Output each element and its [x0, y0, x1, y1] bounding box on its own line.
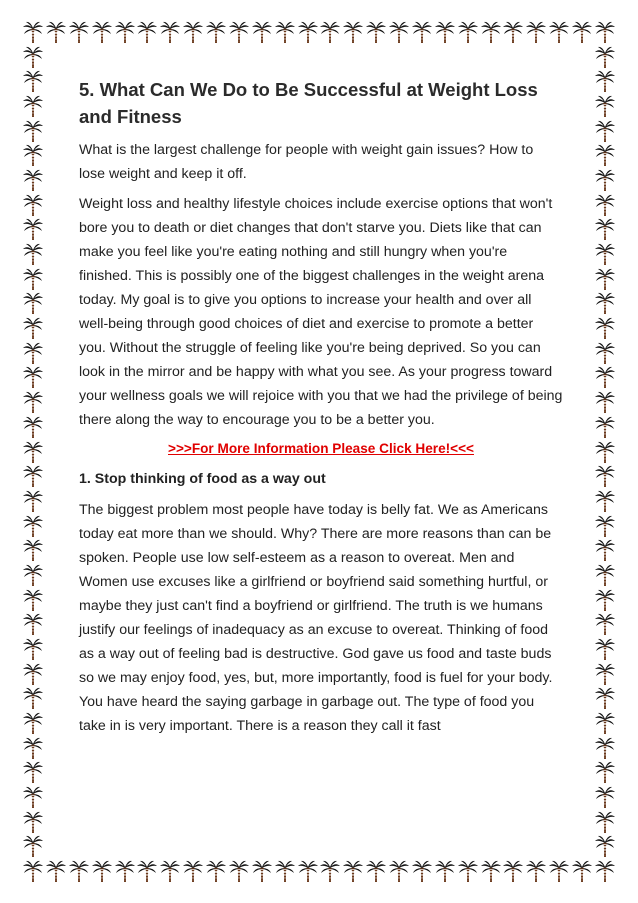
palm-tree-icon: [22, 20, 44, 44]
palm-tree-icon: [594, 119, 616, 143]
palm-tree-icon: [594, 637, 616, 661]
palm-tree-icon: [571, 859, 593, 883]
palm-tree-icon: [594, 168, 616, 192]
palm-tree-icon: [22, 69, 44, 93]
palm-tree-icon: [319, 20, 341, 44]
palm-tree-icon: [480, 20, 502, 44]
page-title: 5. What Can We Do to Be Successful at Weight Loss and Fitness: [79, 79, 538, 127]
palm-tree-icon: [594, 711, 616, 735]
palm-tree-icon: [22, 168, 44, 192]
palm-tree-icon: [319, 859, 341, 883]
palm-tree-icon: [342, 20, 364, 44]
palm-tree-icon: [114, 20, 136, 44]
palm-tree-icon: [22, 686, 44, 710]
palm-tree-icon: [91, 859, 113, 883]
palm-tree-icon: [68, 859, 90, 883]
palm-tree-icon: [22, 489, 44, 513]
palm-tree-icon: [22, 662, 44, 686]
palm-tree-icon: [205, 859, 227, 883]
palm-tree-icon: [457, 20, 479, 44]
palm-tree-icon: [457, 859, 479, 883]
more-info-link[interactable]: >>>For More Information Please Click Here!<<<: [168, 441, 474, 456]
palm-tree-icon: [594, 193, 616, 217]
palm-tree-icon: [22, 291, 44, 315]
palm-tree-icon: [594, 489, 616, 513]
palm-tree-icon: [22, 341, 44, 365]
palm-tree-icon: [22, 193, 44, 217]
palm-tree-icon: [571, 20, 593, 44]
section-paragraph: The biggest problem most people have today is belly fat. We as Americans today eat more than we should. Why? There are more reasons than can be spoken. People use low self-esteem as a reason to overeat. Men and Women use excuses like a girlfriend or boyfriend said something hurtful, or maybe they just can't find a boyfriend or girlfriend. The truth is we humans justify our feelings of inadequacy as an excuse to overeat. Thinking of food as a way out of feeling bad is destructive. God gave us food and taste buds so we may enjoy food, yes, but, more importantly, food is fuel for your body. You have heard the saying garbage in garbage out. The type of food you take in is very important. There is a reason they call it fast: [79, 502, 553, 734]
palm-tree-icon: [594, 242, 616, 266]
palm-tree-icon: [22, 810, 44, 834]
palm-tree-icon: [22, 736, 44, 760]
palm-tree-icon: [594, 365, 616, 389]
palm-tree-icon: [22, 514, 44, 538]
palm-tree-icon: [22, 316, 44, 340]
palm-tree-icon: [22, 834, 44, 858]
palm-tree-icon: [594, 760, 616, 784]
body-paragraph: Weight loss and healthy lifestyle choices include exercise options that won't bore you to death or diet changes that don't starve you. Diets like that can make you feel like you're eating nothing and still hungry when you're finished. This is possibly one of the biggest challenges in the weight arena today. My goal is to give you options to increase your health and over all well-being through good choices of diet and exercise to promote a better you. Without the struggle of feeling like you're being deprived. So you can look in the mirror and be happy with what you see. As your progress toward your wellness goals we will rejoice with you that we had the privilege of being there along the way to encourage you to be a better you.: [79, 196, 563, 428]
palm-tree-icon: [22, 464, 44, 488]
palm-tree-icon: [594, 612, 616, 636]
palm-tree-icon: [22, 94, 44, 118]
palm-tree-icon: [548, 20, 570, 44]
palm-tree-icon: [594, 20, 616, 44]
palm-tree-icon: [22, 588, 44, 612]
palm-tree-icon: [594, 464, 616, 488]
palm-tree-icon: [594, 859, 616, 883]
palm-tree-icon: [502, 859, 524, 883]
palm-tree-icon: [274, 20, 296, 44]
palm-tree-icon: [594, 390, 616, 414]
palm-tree-icon: [594, 686, 616, 710]
intro-paragraph: What is the largest challenge for people with weight gain issues? How to lose weight and keep it off.: [79, 142, 534, 182]
palm-tree-icon: [159, 20, 181, 44]
palm-tree-icon: [594, 291, 616, 315]
palm-tree-icon: [22, 612, 44, 636]
palm-tree-icon: [22, 365, 44, 389]
palm-tree-icon: [388, 20, 410, 44]
palm-tree-icon: [297, 20, 319, 44]
palm-tree-icon: [22, 415, 44, 439]
palm-tree-icon: [480, 859, 502, 883]
palm-tree-icon: [434, 859, 456, 883]
palm-tree-icon: [594, 267, 616, 291]
palm-tree-icon: [594, 514, 616, 538]
palm-tree-icon: [388, 859, 410, 883]
palm-tree-icon: [91, 20, 113, 44]
section-heading: 1. Stop thinking of food as a way out: [79, 471, 326, 487]
palm-tree-icon: [22, 859, 44, 883]
palm-tree-icon: [22, 119, 44, 143]
palm-tree-icon: [525, 20, 547, 44]
palm-tree-icon: [205, 20, 227, 44]
palm-tree-icon: [411, 20, 433, 44]
palm-tree-icon: [228, 859, 250, 883]
palm-tree-icon: [594, 341, 616, 365]
palm-tree-icon: [22, 440, 44, 464]
palm-tree-icon: [548, 859, 570, 883]
palm-tree-icon: [182, 20, 204, 44]
palm-tree-icon: [228, 20, 250, 44]
palm-tree-icon: [22, 637, 44, 661]
palm-tree-icon: [22, 267, 44, 291]
palm-tree-icon: [22, 760, 44, 784]
palm-tree-icon: [114, 859, 136, 883]
palm-tree-icon: [274, 859, 296, 883]
palm-tree-icon: [525, 859, 547, 883]
palm-tree-icon: [594, 217, 616, 241]
palm-tree-icon: [594, 588, 616, 612]
more-info-link-line: [79, 438, 563, 460]
palm-tree-icon: [594, 94, 616, 118]
palm-tree-icon: [594, 810, 616, 834]
palm-tree-icon: [594, 415, 616, 439]
palm-tree-icon: [502, 20, 524, 44]
palm-tree-icon: [22, 563, 44, 587]
palm-tree-icon: [22, 711, 44, 735]
palm-tree-icon: [22, 390, 44, 414]
palm-tree-icon: [251, 859, 273, 883]
palm-tree-icon: [594, 785, 616, 809]
palm-tree-icon: [297, 859, 319, 883]
palm-tree-icon: [22, 538, 44, 562]
document-body: [79, 76, 563, 744]
palm-tree-icon: [594, 45, 616, 69]
palm-tree-icon: [251, 20, 273, 44]
palm-tree-icon: [594, 736, 616, 760]
palm-tree-icon: [594, 834, 616, 858]
palm-tree-icon: [594, 563, 616, 587]
palm-tree-icon: [68, 20, 90, 44]
palm-tree-icon: [365, 859, 387, 883]
palm-tree-icon: [22, 217, 44, 241]
palm-tree-icon: [182, 859, 204, 883]
palm-tree-icon: [136, 859, 158, 883]
palm-tree-icon: [342, 859, 364, 883]
palm-tree-icon: [136, 20, 158, 44]
palm-tree-icon: [411, 859, 433, 883]
palm-tree-icon: [594, 538, 616, 562]
palm-tree-icon: [594, 662, 616, 686]
palm-tree-icon: [594, 316, 616, 340]
palm-tree-icon: [45, 20, 67, 44]
palm-tree-icon: [22, 242, 44, 266]
palm-tree-icon: [594, 143, 616, 167]
palm-tree-icon: [159, 859, 181, 883]
palm-tree-icon: [22, 45, 44, 69]
palm-tree-icon: [22, 143, 44, 167]
palm-tree-icon: [22, 785, 44, 809]
palm-tree-icon: [594, 69, 616, 93]
palm-tree-icon: [594, 440, 616, 464]
palm-tree-icon: [434, 20, 456, 44]
palm-tree-icon: [45, 859, 67, 883]
palm-tree-icon: [365, 20, 387, 44]
